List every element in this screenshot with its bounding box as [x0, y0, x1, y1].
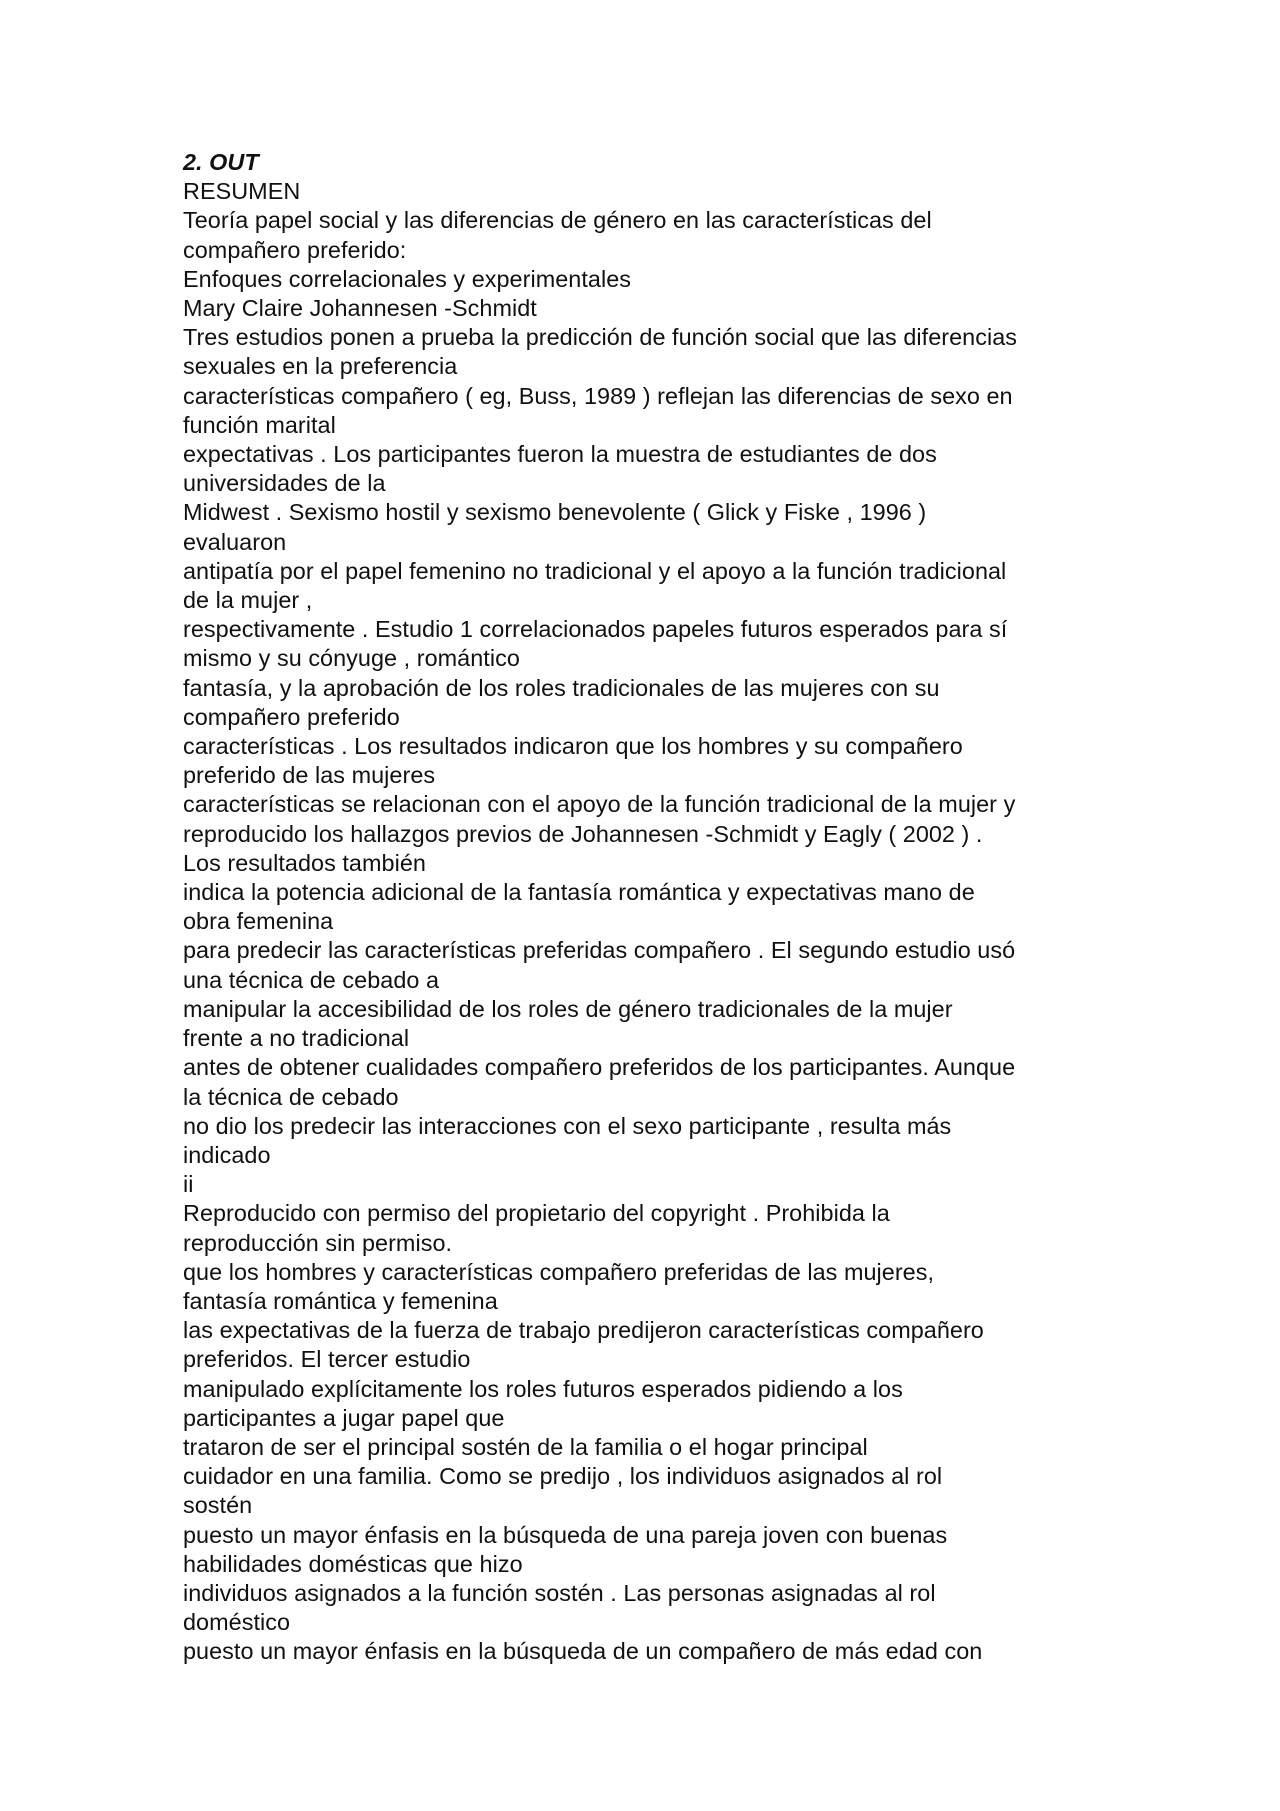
- text-line: de la mujer ,: [183, 587, 313, 614]
- text-line: Tres estudios ponen a prueba la predicción de función social que las diferencias: [183, 324, 1018, 351]
- text-line: mismo y su cónyuge , romántico: [183, 645, 520, 672]
- text-line: reproducido los hallazgos previos de Johannesen -Schmidt y Eagly ( 2002 ) .: [183, 820, 983, 847]
- text-lines: [183, 177, 1113, 1666]
- document-body: [183, 148, 1113, 1667]
- text-line: antipatía por el papel femenino no tradicional y el apoyo a la función tradicional: [183, 557, 1007, 584]
- text-line: participantes a jugar papel que: [183, 1404, 505, 1431]
- text-line: compañero preferido:: [183, 236, 407, 263]
- text-line: función marital: [183, 411, 336, 438]
- text-line: universidades de la: [183, 470, 386, 497]
- text-line: preferidos. El tercer estudio: [183, 1346, 471, 1373]
- text-line: reproducción sin permiso.: [183, 1229, 453, 1256]
- text-line: características se relacionan con el apoyo de la función tradicional de la mujer y: [183, 791, 1016, 818]
- text-line: una técnica de cebado a: [183, 966, 440, 993]
- text-line: Mary Claire Johannesen -Schmidt: [183, 295, 537, 322]
- text-line: RESUMEN: [183, 178, 301, 205]
- text-line: la técnica de cebado: [183, 1083, 399, 1110]
- text-line: sostén: [183, 1492, 253, 1519]
- text-line: Reproducido con permiso del propietario del copyright . Prohibida la: [183, 1200, 890, 1227]
- text-line: doméstico: [183, 1609, 291, 1636]
- text-line: preferido de las mujeres: [183, 762, 436, 789]
- text-line: características compañero ( eg, Buss, 1989 ) reflejan las diferencias de sexo en: [183, 382, 1013, 409]
- text-line: ii: [183, 1171, 194, 1198]
- text-line: cuidador en una familia. Como se predijo , los individuos asignados al rol: [183, 1463, 943, 1490]
- text-line: para predecir las características preferidas compañero . El segundo estudio usó: [183, 937, 1016, 964]
- text-line: individuos asignados a la función sostén . Las personas asignadas al rol: [183, 1579, 936, 1606]
- text-line: sexuales en la preferencia: [183, 353, 458, 380]
- text-line: indicado: [183, 1141, 271, 1168]
- text-line: trataron de ser el principal sostén de la familia o el hogar principal: [183, 1433, 868, 1460]
- text-line: manipular la accesibilidad de los roles de género tradicionales de la mujer: [183, 995, 953, 1022]
- text-line: Enfoques correlacionales y experimentales: [183, 265, 632, 292]
- text-line: obra femenina: [183, 908, 334, 935]
- text-line: frente a no tradicional: [183, 1025, 410, 1052]
- text-line: Midwest . Sexismo hostil y sexismo benevolente ( Glick y Fiske , 1996 ): [183, 499, 927, 526]
- text-line: habilidades domésticas que hizo: [183, 1550, 523, 1577]
- text-line: antes de obtener cualidades compañero preferidos de los participantes. Aunque: [183, 1054, 1016, 1081]
- text-line: fantasía, y la aprobación de los roles tradicionales de las mujeres con su: [183, 674, 940, 701]
- text-line: manipulado explícitamente los roles futuros esperados pidiendo a los: [183, 1375, 903, 1402]
- text-line: compañero preferido: [183, 703, 400, 730]
- text-line: puesto un mayor énfasis en la búsqueda de una pareja joven con buenas: [183, 1521, 948, 1548]
- text-line: indica la potencia adicional de la fantasía romántica y expectativas mano de: [183, 879, 975, 906]
- text-line: Teoría papel social y las diferencias de género en las características del: [183, 207, 932, 234]
- text-line: las expectativas de la fuerza de trabajo predijeron características compañero: [183, 1317, 984, 1344]
- text-line: no dio los predecir las interacciones con el sexo participante , resulta más: [183, 1112, 952, 1139]
- text-line: respectivamente . Estudio 1 correlacionados papeles futuros esperados para sí: [183, 616, 1008, 643]
- text-line: expectativas . Los participantes fueron la muestra de estudiantes de dos: [183, 441, 937, 468]
- text-line: fantasía romántica y femenina: [183, 1287, 498, 1314]
- text-line: puesto un mayor énfasis en la búsqueda de un compañero de más edad con: [183, 1638, 983, 1665]
- text-line: evaluaron: [183, 528, 287, 555]
- text-line: que los hombres y características compañero preferidas de las mujeres,: [183, 1258, 935, 1285]
- section-heading: 2. OUT: [183, 149, 259, 175]
- text-line: características . Los resultados indicaron que los hombres y su compañero: [183, 733, 963, 760]
- text-line: Los resultados también: [183, 849, 426, 876]
